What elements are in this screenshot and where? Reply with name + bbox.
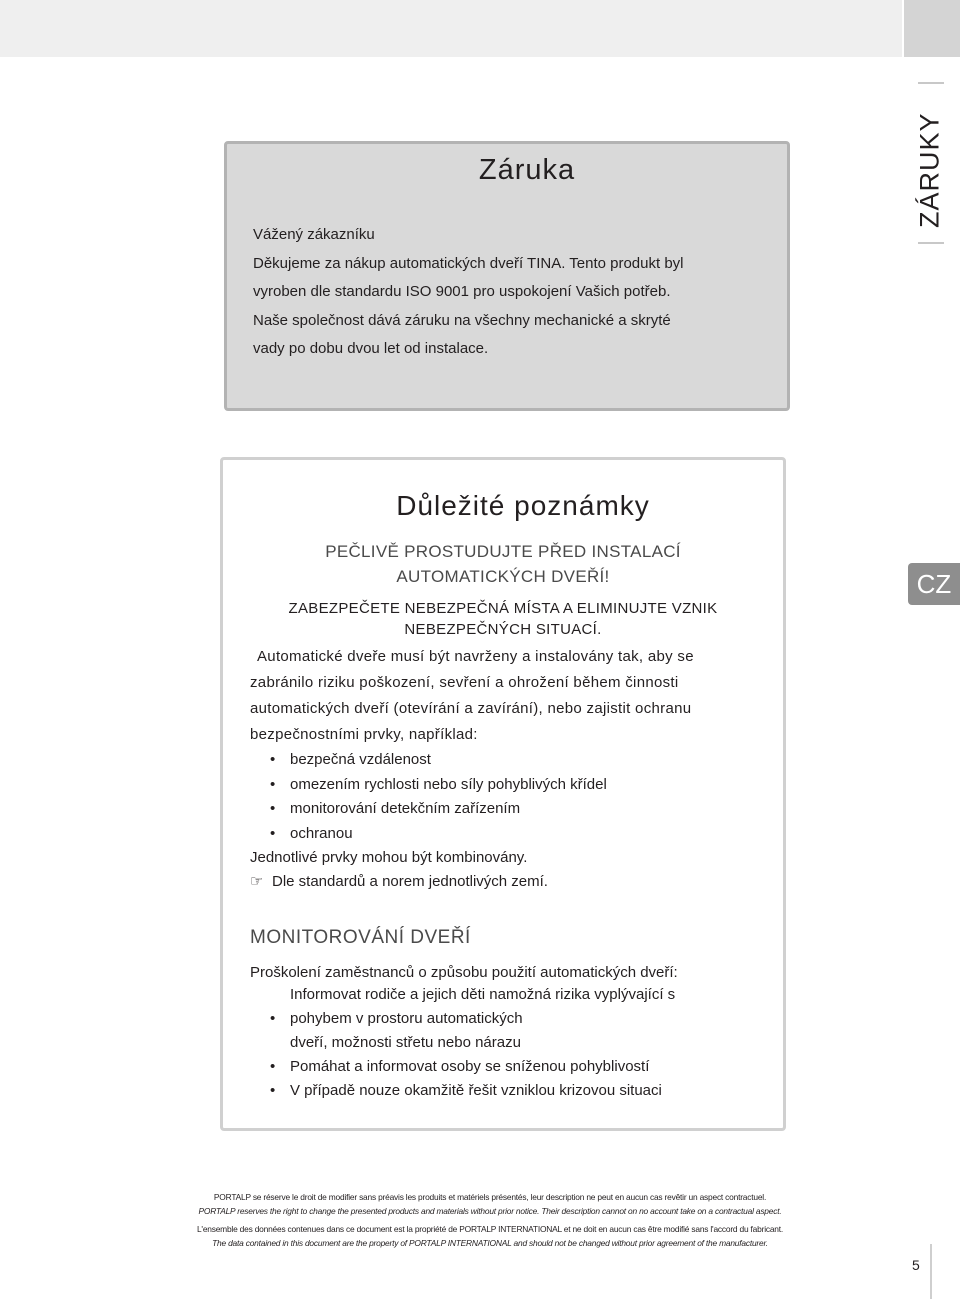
warranty-line: Děkujeme za nákup automatických dveří TINA. Tento produkt byl — [253, 254, 684, 272]
important-notes-box — [220, 457, 786, 1131]
warranty-box — [224, 141, 790, 411]
list-item: • ochranou — [250, 822, 607, 847]
list-item: • bezpečná vzdálenost — [250, 748, 607, 773]
read-before-install-warning — [263, 539, 743, 589]
pointing-hand-icon: ☞ — [250, 873, 264, 890]
monitoring-line: Informovat rodiče a jejich děti namožná rizika vyplývající s — [290, 986, 676, 1003]
page-number-divider — [930, 1244, 932, 1299]
side-divider-bottom — [918, 242, 944, 244]
page-number: 5 — [912, 1257, 920, 1273]
monitoring-line: dveří, možnosti střetu nebo nárazu — [290, 1034, 521, 1051]
monitoring-bullets — [250, 1055, 675, 1103]
notes-title: Důležité poznámky — [396, 490, 650, 521]
monitoring-title: MONITOROVÁNÍ DVEŘÍ — [250, 927, 471, 948]
monitoring-lead: Proškolení zaměstnanců o způsobu použití automatických dveří: — [250, 964, 678, 981]
footer-line-en: The data contained in this document are the property of PORTALP INTERNATIONAL and should not be changed without prior agreement of the manufacturer. — [212, 1237, 768, 1248]
standards-note — [250, 870, 548, 894]
list-item: • monitorování detekčním zařízením — [250, 797, 607, 822]
warranty-line: vyroben dle standardu ISO 9001 pro uspokojení Vašich potřeb. — [253, 283, 671, 300]
top-corner-block — [904, 0, 960, 57]
warning-line: NEBEZPEČNÝCH SITUACÍ. — [404, 621, 602, 638]
combination-note — [250, 846, 548, 894]
side-divider-top — [918, 82, 944, 84]
combined-text: Jednotlivé prvky mohou být kombinovány. — [250, 849, 528, 866]
monitoring-list — [250, 983, 675, 1103]
warning-line: AUTOMATICKÝCH DVEŘÍ! — [396, 567, 610, 586]
list-item: • pohybem v prostoru automatických — [250, 1007, 675, 1031]
footer-line-fr: PORTALP se réserve le droit de modifier sans préavis les produits et matériels présentés, leur description ne peut en aucun cas revêtir un aspect contractuel. — [213, 1192, 767, 1202]
paragraph-line: zabránilo riziku poškození, sevření a ohrožení během činnosti — [250, 674, 679, 691]
secure-danger-zones-warning — [253, 598, 753, 640]
list-item: • omezením rychlosti nebo síly pohyblivých křídel — [250, 773, 607, 798]
warning-line: ZABEZPEČETE NEBEZPEČNÁ MÍSTA A ELIMINUJTE VZNIK — [288, 600, 718, 617]
paragraph-line: bezpečnostními prvky, například: — [250, 726, 478, 743]
warranty-text — [253, 221, 763, 364]
warranty-line: vady po dobu dvou let od instalace. — [253, 340, 489, 357]
list-item: • Pomáhat a informovat osoby se sníženou pohyblivostí — [250, 1055, 675, 1079]
list-item: • V případě nouze okamžitě řešit vzniklou krizovou situaci — [250, 1079, 675, 1103]
language-tab: CZ — [908, 563, 960, 605]
safety-paragraph — [250, 644, 750, 748]
footer-line-en: PORTALP reserves the right to change the presented products and materials without prior notice. Their description cannot on no account take on a contractual aspect. — [198, 1205, 782, 1216]
section-label-vertical: ZÁRUKY — [914, 112, 945, 228]
warning-line: PEČLIVĚ PROSTUDUJTE PŘED INSTALACÍ — [325, 542, 681, 561]
warranty-title: Záruka — [478, 154, 576, 186]
monitoring-bullets — [250, 1007, 675, 1031]
footer-line-fr: L'ensemble des données contenues dans ce document est la propriété de PORTALP INTERNATIONAL et ne doit en aucun cas être modifié sans l'accord du fabricant. — [196, 1224, 784, 1234]
paragraph-line: Automatické dveře musí být navrženy a instalovány tak, aby se — [257, 648, 694, 665]
paragraph-line: automatických dveří (otevírání a zavírání), nebo zajistit ochranu — [250, 700, 692, 717]
standards-text: Dle standardů a norem jednotlivých zemí. — [272, 873, 548, 890]
warranty-line: Naše společnost dává záruku na všechny mechanické a skryté — [253, 311, 671, 329]
safety-measures-list — [250, 748, 607, 846]
legal-footer — [170, 1191, 810, 1250]
warranty-greeting: Vážený zákazníku — [253, 226, 375, 243]
top-bar — [0, 0, 902, 57]
